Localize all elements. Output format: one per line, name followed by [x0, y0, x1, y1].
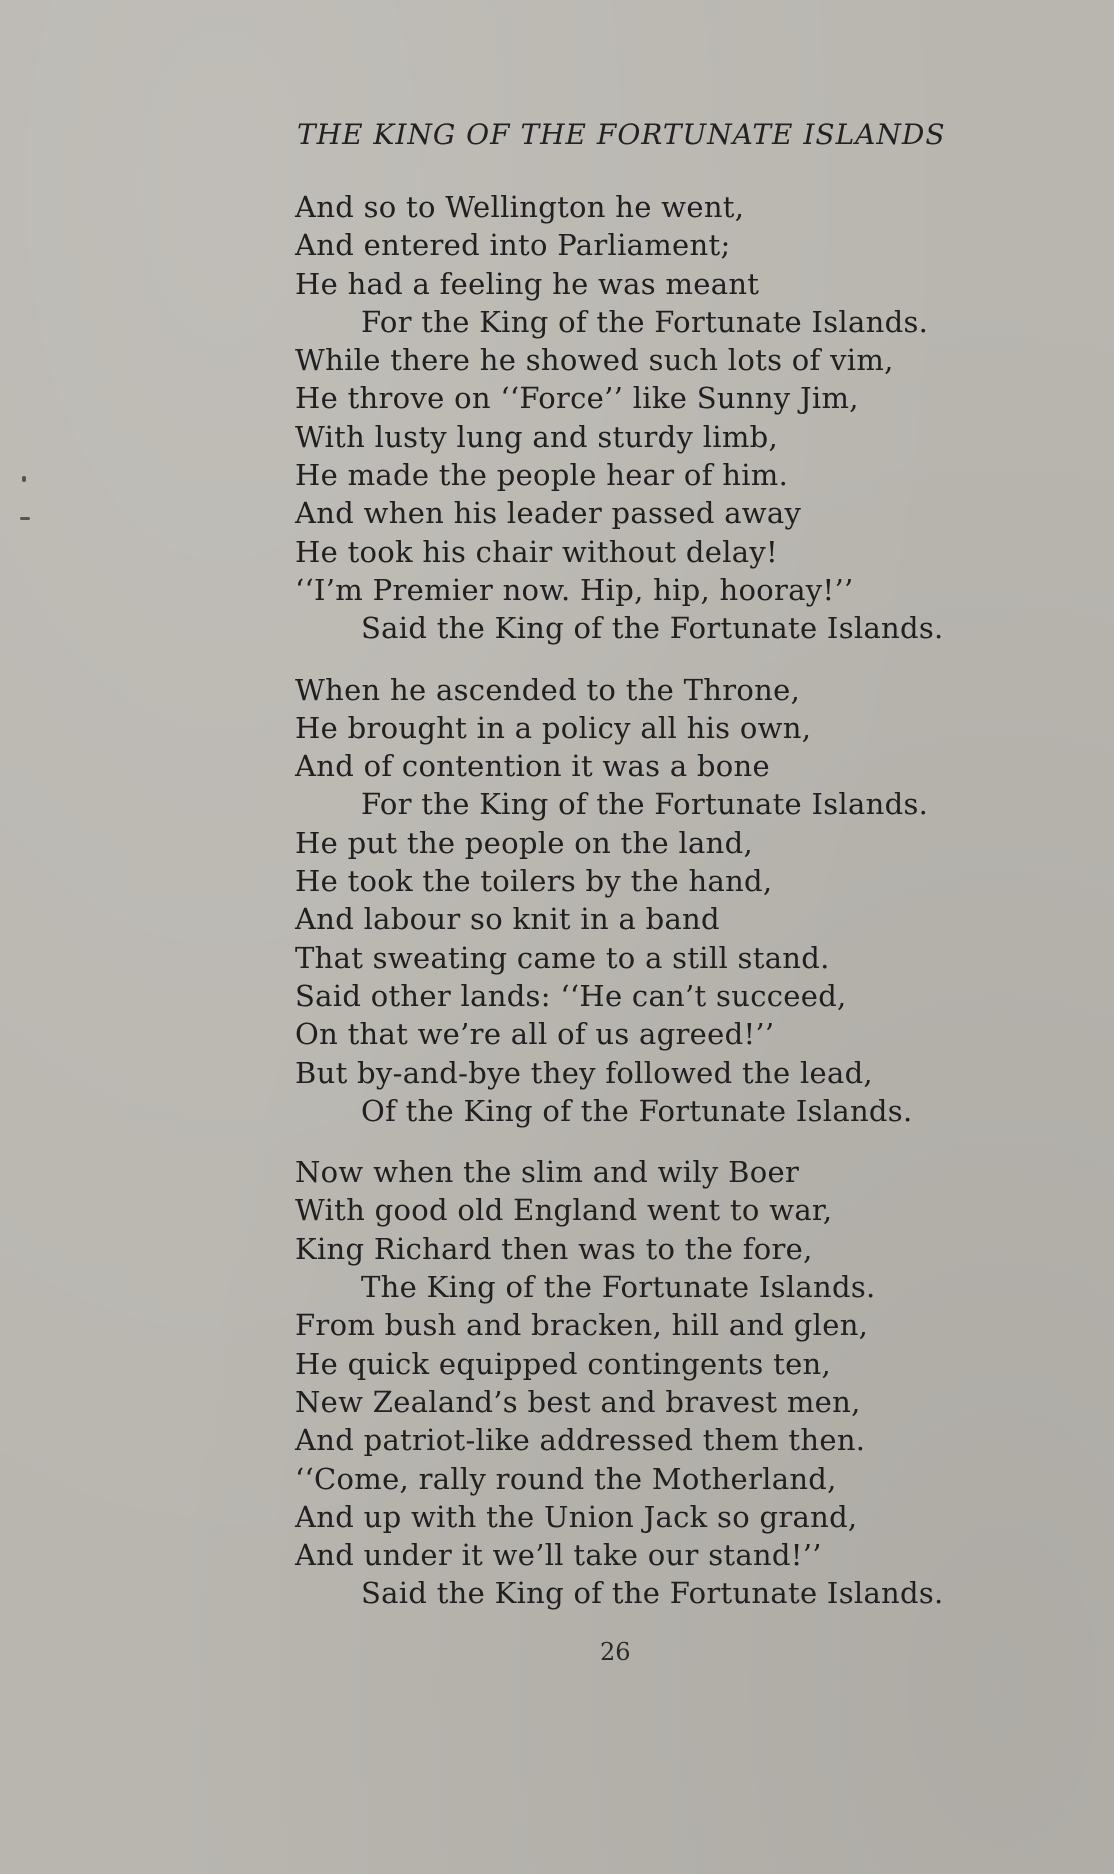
poem-line: And entered into Parliament; [295, 228, 731, 263]
poem-refrain-line: For the King of the Fortunate Islands. [361, 304, 929, 339]
poem-line: When he ascended to the Throne, [295, 672, 801, 707]
margin-mark [20, 517, 30, 520]
poem-line: King Richard then was to the fore, [295, 1231, 813, 1266]
poem-line: On that we’re all of us agreed!’’ [295, 1017, 775, 1052]
poem-line: And labour so knit in a band [295, 902, 720, 937]
poem-line: He brought in a policy all his own, [295, 710, 812, 745]
poem-line: He made the people hear of him. [295, 458, 789, 493]
poem-line: But by-and-bye they followed the lead, [295, 1055, 873, 1090]
poem-line: He took his chair without delay! [295, 534, 779, 569]
stanza-3 [295, 1153, 995, 1613]
poem-line: He put the people on the land, [295, 825, 753, 860]
stanza-1 [295, 188, 995, 648]
poem-line: Now when the slim and wily Boer [295, 1155, 800, 1190]
poem-line: He quick equipped contingents ten, [295, 1346, 832, 1381]
poem-line: He throve on ‘‘Force’’ like Sunny Jim, [295, 381, 859, 416]
stanza-2 [295, 671, 995, 1131]
poem-line: And of contention it was a bone [295, 749, 770, 784]
page-number: 26 [600, 1638, 631, 1666]
poem [295, 188, 995, 1636]
poem-refrain-line: The King of the Fortunate Islands. [361, 1270, 876, 1305]
margin-mark [22, 476, 26, 482]
poem-line: And under it we’ll take our stand!’’ [295, 1538, 822, 1573]
poem-line: And patriot-like addressed them then. [295, 1423, 866, 1458]
poem-line: Said other lands: ‘‘He can’t succeed, [295, 978, 847, 1013]
poem-refrain-line: Of the King of the Fortunate Islands. [361, 1093, 913, 1128]
poem-line: And so to Wellington he went, [295, 190, 745, 224]
poem-refrain-line: For the King of the Fortunate Islands. [361, 787, 929, 822]
poem-line: That sweating came to a still stand. [295, 940, 830, 975]
poem-line: He had a feeling he was meant [295, 266, 760, 301]
poem-refrain-line: Said the King of the Fortunate Islands. [361, 1576, 944, 1611]
poem-line: With lusty lung and sturdy limb, [295, 419, 779, 454]
poem-refrain-line: Said the King of the Fortunate Islands. [361, 611, 944, 646]
poem-line: ‘‘Come, rally round the Motherland, [295, 1461, 837, 1496]
poem-line: He took the toilers by the hand, [295, 864, 773, 899]
poem-line: And when his leader passed away [295, 496, 802, 531]
poem-line: ‘‘I’m Premier now. Hip, hip, hooray!’’ [295, 572, 854, 607]
poem-line: From bush and bracken, hill and glen, [295, 1308, 869, 1343]
running-head: THE KING OF THE FORTUNATE ISLANDS [297, 118, 946, 151]
poem-line: New Zealand’s best and bravest men, [295, 1384, 861, 1419]
poem-line: And up with the Union Jack so grand, [295, 1499, 858, 1534]
poem-line: With good old England went to war, [295, 1193, 833, 1228]
poem-line: While there he showed such lots of vim, [295, 343, 894, 378]
